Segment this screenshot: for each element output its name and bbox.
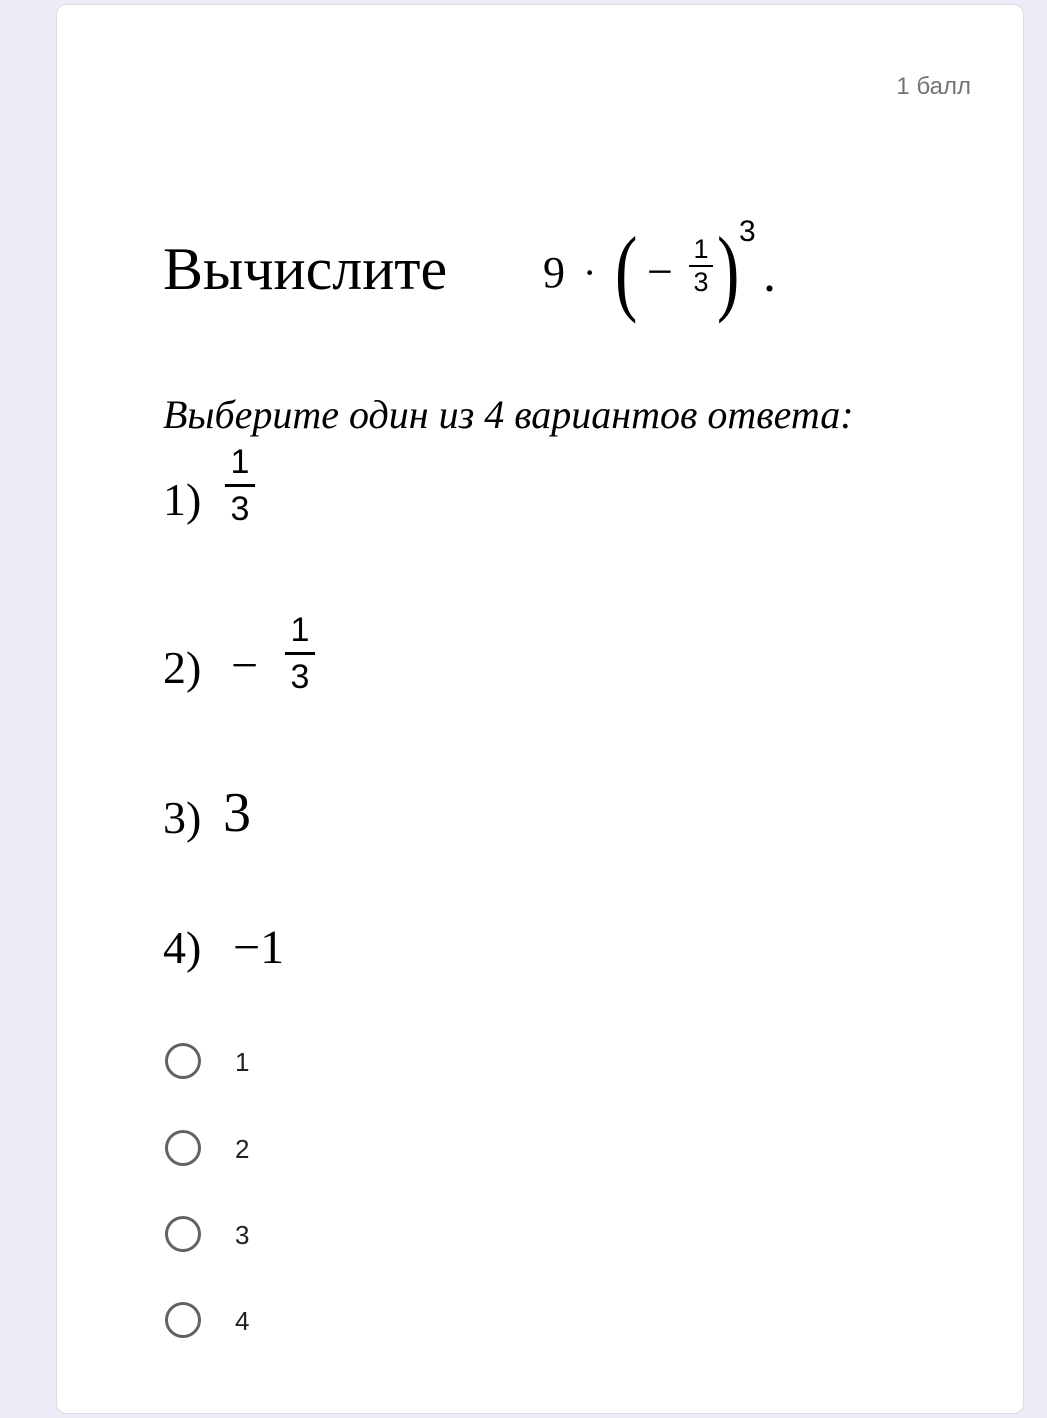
radio-button[interactable] xyxy=(165,1216,201,1252)
instruction-text: Выберите один из 4 вариантов ответа: xyxy=(163,392,854,437)
fraction-denominator: 3 xyxy=(230,490,250,528)
multiply-dot: · xyxy=(583,250,597,295)
question-word: Вычислите xyxy=(163,236,448,302)
fraction-bar xyxy=(285,652,315,655)
choice-label: 2 xyxy=(235,1134,250,1164)
fraction-denominator: 3 xyxy=(290,658,310,696)
radio-button[interactable] xyxy=(165,1302,201,1338)
fraction-bar xyxy=(225,484,255,487)
radio-button[interactable] xyxy=(165,1130,201,1166)
choice-label: 4 xyxy=(235,1306,250,1336)
points-label: 1 балл xyxy=(896,73,971,100)
option-fraction xyxy=(225,443,255,528)
coefficient: 9 xyxy=(543,248,565,297)
minus-sign: − xyxy=(647,246,673,297)
choice-1[interactable] xyxy=(163,1039,463,1089)
question-card xyxy=(56,4,1024,1414)
radio-button[interactable] xyxy=(165,1043,201,1079)
option-value: 3 xyxy=(223,782,251,844)
fraction-numerator: 1 xyxy=(230,443,250,481)
close-paren: ) xyxy=(717,217,740,324)
question-fraction xyxy=(689,235,713,297)
option-value: −1 xyxy=(233,921,285,974)
option-minus-sign: − xyxy=(231,639,259,692)
question-image xyxy=(163,201,983,991)
exponent: 3 xyxy=(739,215,756,248)
choice-label: 1 xyxy=(235,1047,250,1077)
fraction-numerator: 1 xyxy=(693,234,709,264)
open-paren: ( xyxy=(615,217,638,324)
question-expression xyxy=(489,201,776,331)
choice-3[interactable] xyxy=(163,1212,463,1262)
choice-4[interactable] xyxy=(163,1298,463,1348)
option-label: 2) xyxy=(163,642,202,693)
option-fraction xyxy=(285,611,315,696)
choice-2[interactable] xyxy=(163,1126,463,1176)
fraction-numerator: 1 xyxy=(290,611,310,649)
option-label: 3) xyxy=(163,792,202,843)
question-prompt xyxy=(163,201,863,331)
fraction-denominator: 3 xyxy=(693,267,709,297)
choice-label: 3 xyxy=(235,1220,250,1250)
period: . xyxy=(763,246,776,303)
option-label: 1) xyxy=(163,474,202,525)
option-label: 4) xyxy=(163,922,202,973)
